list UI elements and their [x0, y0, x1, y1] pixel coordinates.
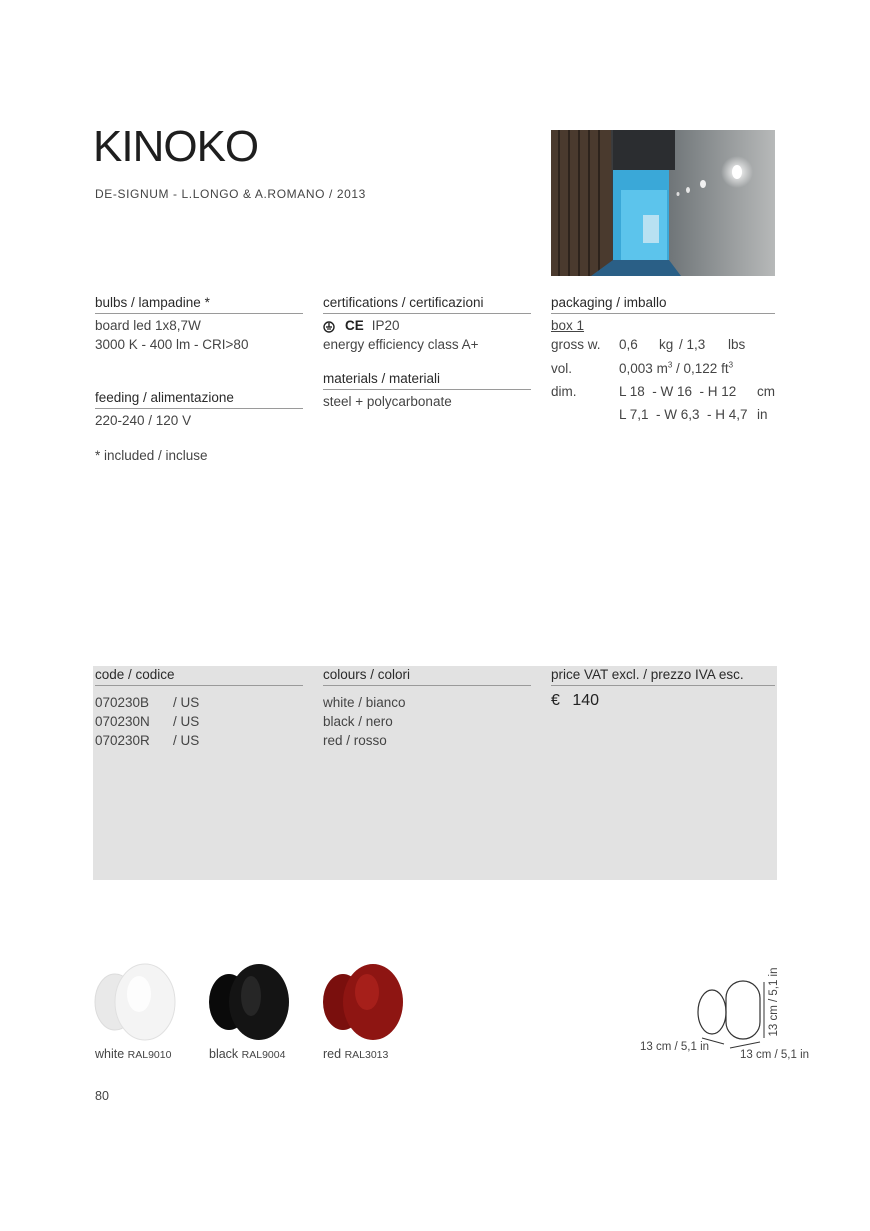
materials-section: [323, 370, 531, 411]
dimensions-label: dim.: [551, 384, 577, 399]
kg-unit: kg: [659, 337, 674, 352]
cm-unit: cm: [757, 384, 775, 399]
volume-ft3: / 0,122 $ft^3$: [676, 360, 734, 376]
colours-heading: colours / colori: [323, 666, 531, 686]
code-row: 070230N / US: [95, 714, 200, 729]
swatch-white-label: white RAL9010: [95, 1047, 172, 1061]
code-row: 070230R / US: [95, 733, 200, 748]
ground-symbol-icon: [323, 319, 337, 333]
dimension-width: 13 cm / 5,1 in: [740, 1049, 810, 1061]
ambient-photo: [551, 130, 775, 276]
bulbs-heading: bulbs / lampadine *: [95, 294, 303, 314]
price-heading: price VAT excl. / prezzo IVA esc.: [551, 666, 775, 686]
packaging-section: [551, 294, 775, 335]
volume-value: 0,003 $m^3 / 0,122$ $ft^3$: [619, 360, 734, 376]
designer-credit: DE-SIGNUM - L.LONGO & A.ROMANO / 2013: [95, 187, 366, 201]
codes-section: [95, 666, 303, 686]
feeding-value: 220-240 / 120 V: [95, 413, 192, 428]
colour-row: black / nero: [323, 714, 393, 729]
colours-list: [323, 693, 406, 750]
dimensions-in: L 7,1 - W 6,3 - H 4,7: [619, 407, 748, 422]
bulbs-line-2: 3000 K - 400 lm - CRI>80: [95, 337, 249, 352]
lbs-unit: lbs: [728, 337, 746, 352]
colour-row: red / rosso: [323, 733, 387, 748]
volume-unit-m3: $m^3$: [656, 360, 673, 376]
gross-weight-label: gross w.: [551, 337, 601, 352]
packaging-box: box 1: [551, 318, 585, 333]
certifications-section: [323, 294, 531, 354]
dimension-depth: 13 cm / 5,1 in: [640, 1041, 710, 1053]
bulbs-section: [95, 294, 303, 354]
product-title: KINOKO: [93, 122, 259, 171]
swatch-black-label: black RAL9004: [209, 1047, 286, 1061]
swatch-black-icon: [207, 960, 293, 1049]
ce-mark-icon: CE: [345, 318, 364, 333]
colours-section: [323, 666, 531, 686]
energy-class: energy efficiency class A+: [323, 337, 479, 352]
currency-symbol: €: [551, 692, 560, 709]
dimensions-cm: L 18 - W 16 - H 12: [619, 384, 737, 399]
materials-heading: materials / materiali: [323, 370, 531, 390]
codes-list: [95, 693, 199, 750]
certifications-heading: certifications / certificazioni: [323, 294, 531, 314]
price-section: [551, 666, 775, 686]
gross-weight-kg: 0,6: [619, 337, 638, 352]
code-row: 070230B / US: [95, 695, 200, 710]
footnote: * included / incluse: [95, 448, 208, 463]
bulbs-line-1: board led 1x8,7W: [95, 318, 201, 333]
swatch-white-icon: [93, 960, 179, 1049]
in-unit: in: [757, 407, 768, 422]
packaging-heading: packaging / imballo: [551, 294, 775, 314]
volume-label: vol.: [551, 361, 573, 376]
materials-value: steel + polycarbonate: [323, 394, 452, 409]
page-number: 80: [95, 1089, 109, 1103]
codes-heading: code / codice: [95, 666, 303, 686]
price-value: € 140: [551, 692, 600, 709]
ip-rating: IP20: [371, 318, 400, 333]
gross-weight-lbs: / 1,3: [679, 337, 706, 352]
colour-row: white / bianco: [323, 695, 406, 710]
swatch-red-label: red RAL3013: [323, 1047, 389, 1061]
swatch-red-icon: [321, 960, 407, 1049]
feeding-heading: feeding / alimentazione: [95, 389, 303, 409]
dimension-height: 13 cm / 5,1 in: [768, 967, 780, 1037]
feeding-section: [95, 389, 303, 430]
